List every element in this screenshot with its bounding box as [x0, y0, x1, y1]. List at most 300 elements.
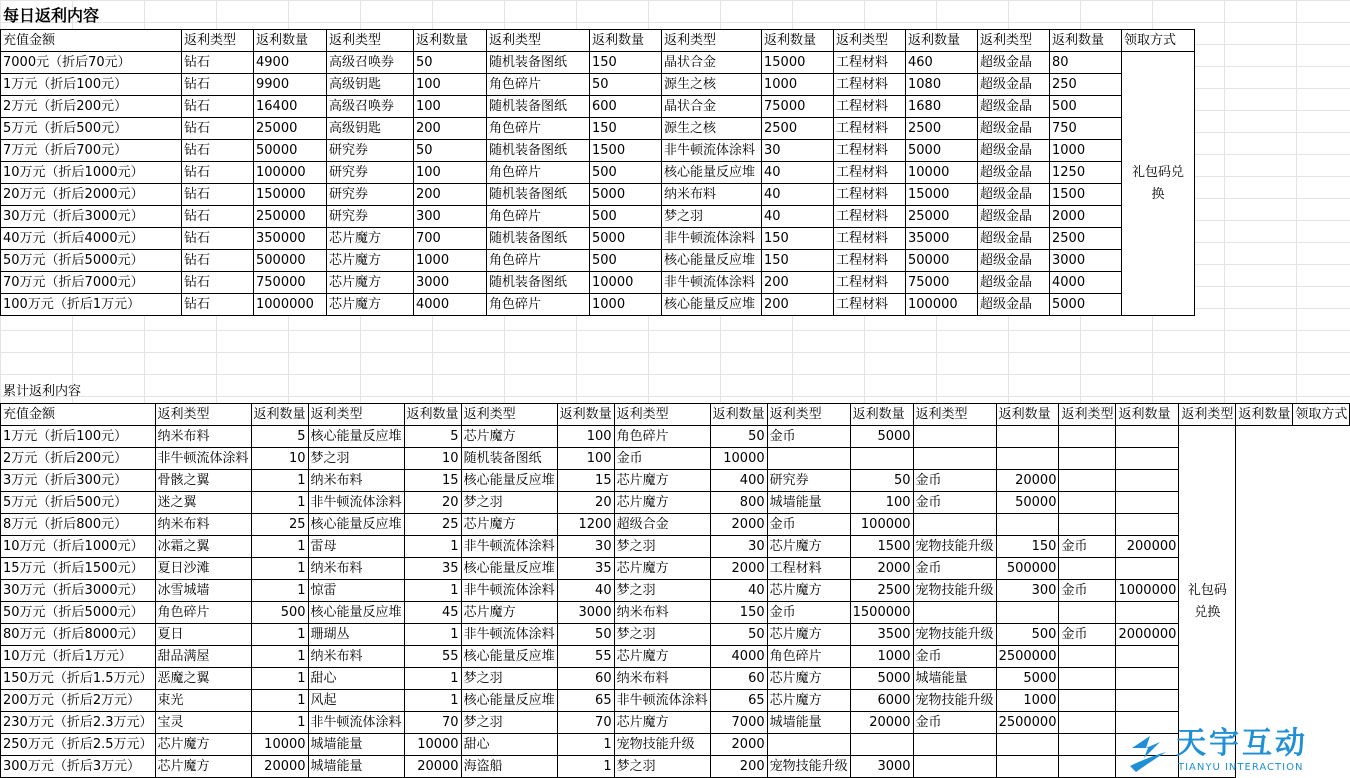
table-cell: 5万元（折后500元）	[1, 492, 156, 514]
table-cell: 5万元（折后500元）	[1, 118, 182, 140]
table-cell: 80万元（折后8000元）	[1, 624, 156, 646]
table-cell: 钻石	[182, 272, 254, 294]
table-cell: 金币	[1059, 624, 1116, 646]
table-cell: 2000	[710, 734, 767, 756]
table-cell: 20000	[850, 712, 913, 734]
table-cell: 工程材料	[834, 272, 906, 294]
column-header: 返利数量	[590, 30, 662, 52]
table-cell: 75000	[762, 96, 834, 118]
table-cell	[996, 448, 1059, 470]
table-cell: 50000	[996, 492, 1059, 514]
table-cell	[996, 602, 1059, 624]
column-header: 领取方式	[1293, 404, 1350, 426]
table-cell: 50	[557, 624, 614, 646]
table-cell: 核心能量反应堆	[308, 426, 404, 448]
table-cell: 200	[414, 118, 487, 140]
table-cell: 梦之羽	[614, 536, 710, 558]
table-cell: 珊瑚丛	[308, 624, 404, 646]
table-cell: 角色碎片	[487, 294, 590, 316]
table-cell: 1	[251, 646, 308, 668]
column-header: 返利类型	[327, 30, 414, 52]
table-cell: 夏日	[155, 624, 251, 646]
table-cell: 100000	[254, 162, 327, 184]
cumulative-rebate-table	[0, 403, 1350, 778]
table-cell: 100	[414, 74, 487, 96]
table-cell: 1万元（折后100元）	[1, 74, 182, 96]
table-cell: 工程材料	[834, 162, 906, 184]
table-cell: 9900	[254, 74, 327, 96]
table-cell	[1059, 492, 1116, 514]
table-cell: 20	[404, 492, 461, 514]
table-cell: 钻石	[182, 96, 254, 118]
table-cell: 1	[251, 580, 308, 602]
table-cell: 65	[557, 690, 614, 712]
column-header: 返利数量	[850, 404, 913, 426]
table-cell	[1059, 646, 1116, 668]
table-cell: 非牛顿流体涂料	[614, 690, 710, 712]
column-header: 返利类型	[182, 30, 254, 52]
table-cell: 2000	[850, 558, 913, 580]
table-cell: 3000	[1050, 250, 1122, 272]
table-cell: 核心能量反应堆	[662, 250, 762, 272]
table-cell: 束光	[155, 690, 251, 712]
table-cell: 50	[850, 470, 913, 492]
table-cell: 100	[557, 426, 614, 448]
table-cell	[1116, 690, 1179, 712]
table-cell: 芯片魔方	[767, 690, 850, 712]
daily-rebate-table	[0, 29, 1195, 316]
table-cell: 1000	[414, 250, 487, 272]
table-cell: 1000	[590, 294, 662, 316]
table-cell: 高级钥匙	[327, 118, 414, 140]
table-cell	[1059, 426, 1116, 448]
table-cell: 3000	[850, 756, 913, 778]
table-cell: 超级金晶	[978, 162, 1050, 184]
table-cell: 芯片魔方	[614, 492, 710, 514]
table-cell: 150	[590, 118, 662, 140]
table-cell: 研究券	[767, 470, 850, 492]
table-cell: 纳米布料	[614, 668, 710, 690]
table-cell: 150万元（折后1.5万元）	[1, 668, 156, 690]
column-header: 返利数量	[251, 404, 308, 426]
table-cell: 7000	[710, 712, 767, 734]
table-cell: 钻石	[182, 294, 254, 316]
table-cell: 钻石	[182, 228, 254, 250]
table-cell: 钻石	[182, 184, 254, 206]
table-cell: 宠物技能升级	[913, 624, 996, 646]
table-cell: 30	[762, 140, 834, 162]
table-cell: 500000	[254, 250, 327, 272]
table-cell: 1500	[1050, 184, 1122, 206]
table-cell: 甜心	[308, 668, 404, 690]
table-cell: 1500	[590, 140, 662, 162]
table-cell: 芯片魔方	[327, 272, 414, 294]
table-cell	[996, 734, 1059, 756]
table-cell	[913, 602, 996, 624]
table-cell: 超级金晶	[978, 228, 1050, 250]
table-cell: 350000	[254, 228, 327, 250]
table-cell: 20000	[251, 756, 308, 778]
column-header: 充值金额	[1, 30, 182, 52]
column-header: 返利类型	[487, 30, 590, 52]
table-cell: 40	[557, 580, 614, 602]
table-cell: 150	[590, 52, 662, 74]
table-cell: 10万元（折后1000元）	[1, 536, 156, 558]
table-cell	[1059, 602, 1116, 624]
table-cell: 纳米布料	[308, 558, 404, 580]
table-cell: 4000	[1050, 272, 1122, 294]
table-cell: 300	[414, 206, 487, 228]
table-cell: 500	[590, 162, 662, 184]
table-cell: 角色碎片	[614, 426, 710, 448]
table-cell: 钻石	[182, 250, 254, 272]
table-cell: 1000	[996, 690, 1059, 712]
table-cell	[1059, 734, 1116, 756]
table-cell: 200	[762, 272, 834, 294]
table-cell: 2000	[710, 558, 767, 580]
table-cell: 200000	[1116, 536, 1179, 558]
table-cell: 芯片魔方	[767, 580, 850, 602]
table-cell: 超级金晶	[978, 96, 1050, 118]
table-row	[1, 492, 1350, 514]
table-cell: 风起	[308, 690, 404, 712]
table-row	[1, 448, 1350, 470]
table-cell: 460	[906, 52, 978, 74]
table-cell: 梦之羽	[461, 492, 557, 514]
table-cell: 250000	[254, 206, 327, 228]
table-cell: 非牛顿流体涂料	[155, 448, 251, 470]
table-row	[1, 668, 1350, 690]
table-cell: 非牛顿流体涂料	[461, 624, 557, 646]
table-row	[1, 272, 1195, 294]
table-cell: 芯片魔方	[614, 470, 710, 492]
table-cell: 核心能量反应堆	[662, 162, 762, 184]
table-cell: 70	[404, 712, 461, 734]
table-cell: 1	[404, 536, 461, 558]
table-row	[1, 74, 1195, 96]
table-cell: 梦之羽	[662, 206, 762, 228]
table-cell: 40万元（折后4000元）	[1, 228, 182, 250]
table-cell	[1116, 470, 1179, 492]
table-row	[1, 140, 1195, 162]
column-header: 返利数量	[254, 30, 327, 52]
table-cell	[1059, 514, 1116, 536]
table-row	[1, 294, 1195, 316]
table-cell: 400	[710, 470, 767, 492]
table-cell: 1	[251, 712, 308, 734]
table-cell	[1116, 668, 1179, 690]
table-cell: 冰霜之翼	[155, 536, 251, 558]
table-cell: 钻石	[182, 206, 254, 228]
column-header: 返利数量	[1116, 404, 1179, 426]
table-cell: 研究券	[327, 184, 414, 206]
table-cell: 芯片魔方	[614, 712, 710, 734]
table-cell: 100000	[906, 294, 978, 316]
table-cell	[1059, 668, 1116, 690]
table-cell: 宠物技能升级	[767, 756, 850, 778]
tianyu-logo	[1126, 728, 1334, 776]
table-cell: 梦之羽	[614, 624, 710, 646]
column-header: 返利数量	[710, 404, 767, 426]
table-cell: 5	[404, 426, 461, 448]
table-cell: 1000	[1050, 140, 1122, 162]
table-row	[1, 52, 1195, 74]
table-cell: 宠物技能升级	[913, 690, 996, 712]
table-cell: 夏日沙滩	[155, 558, 251, 580]
table-cell	[913, 734, 996, 756]
table-cell: 芯片魔方	[327, 250, 414, 272]
table-cell: 高级召唤券	[327, 52, 414, 74]
table-cell: 钻石	[182, 52, 254, 74]
table-cell: 海盗船	[461, 756, 557, 778]
table-cell: 晶状合金	[662, 96, 762, 118]
table-cell: 3000	[557, 602, 614, 624]
column-header: 返利类型	[662, 30, 762, 52]
table-cell: 1	[251, 536, 308, 558]
table-cell: 纳米布料	[155, 426, 251, 448]
table-cell	[913, 426, 996, 448]
table-cell: 角色碎片	[487, 162, 590, 184]
daily-rebate-title: 每日返利内容	[3, 6, 100, 25]
table-cell: 研究券	[327, 162, 414, 184]
table-cell: 超级金晶	[978, 272, 1050, 294]
table-cell	[996, 426, 1059, 448]
table-cell: 核心能量反应堆	[662, 294, 762, 316]
table-cell: 6000	[850, 690, 913, 712]
table-cell: 1000	[850, 646, 913, 668]
table-cell: 甜心	[461, 734, 557, 756]
table-cell: 钻石	[182, 140, 254, 162]
table-cell: 55	[557, 646, 614, 668]
column-header: 返利类型	[614, 404, 710, 426]
table-cell: 纳米布料	[308, 470, 404, 492]
table-cell: 随机装备图纸	[487, 140, 590, 162]
column-header: 返利类型	[767, 404, 850, 426]
table-cell: 纳米布料	[308, 646, 404, 668]
table-cell: 随机装备图纸	[487, 272, 590, 294]
column-header: 返利类型	[1059, 404, 1116, 426]
table-cell: 芯片魔方	[614, 558, 710, 580]
table-cell: 金币	[614, 448, 710, 470]
table-cell	[996, 514, 1059, 536]
column-header: 返利类型	[834, 30, 906, 52]
table-cell: 芯片魔方	[327, 294, 414, 316]
table-cell: 2500	[1050, 228, 1122, 250]
table-cell: 5000	[1050, 294, 1122, 316]
table-cell: 30	[557, 536, 614, 558]
table-cell: 1000	[762, 74, 834, 96]
table-cell: 金币	[913, 470, 996, 492]
table-cell: 500	[1050, 96, 1122, 118]
table-row	[1, 228, 1195, 250]
table-cell	[913, 756, 996, 778]
table-cell: 4000	[710, 646, 767, 668]
table-cell: 金币	[767, 602, 850, 624]
table-cell: 超级合金	[614, 514, 710, 536]
table-cell: 纳米布料	[614, 602, 710, 624]
table-cell: 1	[557, 734, 614, 756]
table-cell: 1	[251, 668, 308, 690]
table-cell: 核心能量反应堆	[461, 470, 557, 492]
table-cell: 20万元（折后2000元）	[1, 184, 182, 206]
column-header: 返利类型	[461, 404, 557, 426]
table-cell: 核心能量反应堆	[461, 558, 557, 580]
table-cell: 金币	[913, 712, 996, 734]
table-cell	[1116, 558, 1179, 580]
table-cell: 1	[251, 690, 308, 712]
table-cell: 500000	[996, 558, 1059, 580]
table-cell: 4000	[414, 294, 487, 316]
table-cell: 30	[710, 536, 767, 558]
table-cell: 50万元（折后5000元）	[1, 602, 156, 624]
table-cell: 晶状合金	[662, 52, 762, 74]
table-cell: 300万元（折后3万元）	[1, 756, 156, 778]
table-cell: 研究券	[327, 206, 414, 228]
table-cell: 150	[762, 250, 834, 272]
table-cell: 非牛顿流体涂料	[308, 712, 404, 734]
column-header: 返利类型	[978, 30, 1050, 52]
table-cell: 80	[1050, 52, 1122, 74]
table-row	[1, 118, 1195, 140]
table-cell: 5000	[996, 668, 1059, 690]
table-cell: 纳米布料	[155, 514, 251, 536]
table-cell: 10万元（折后1000元）	[1, 162, 182, 184]
table-row	[1, 162, 1195, 184]
column-header: 返利数量	[414, 30, 487, 52]
table-cell: 30万元（折后3000元）	[1, 206, 182, 228]
table-cell: 源生之核	[662, 74, 762, 96]
table-cell: 2500000	[996, 646, 1059, 668]
table-cell: 工程材料	[834, 118, 906, 140]
table-cell: 宠物技能升级	[913, 580, 996, 602]
table-cell: 100	[414, 162, 487, 184]
table-cell: 城墙能量	[767, 492, 850, 514]
table-cell: 1500000	[850, 602, 913, 624]
table-cell: 20	[557, 492, 614, 514]
table-cell: 梦之羽	[614, 580, 710, 602]
table-cell: 50	[710, 426, 767, 448]
table-cell: 超级金晶	[978, 140, 1050, 162]
table-cell: 200	[762, 294, 834, 316]
table-cell: 3500	[850, 624, 913, 646]
table-cell: 高级召唤券	[327, 96, 414, 118]
table-cell: 35000	[906, 228, 978, 250]
table-cell: 惊雷	[308, 580, 404, 602]
table-cell: 工程材料	[834, 140, 906, 162]
table-cell: 随机装备图纸	[461, 448, 557, 470]
table-cell: 1680	[906, 96, 978, 118]
table-cell: 10000	[710, 448, 767, 470]
table-cell: 1200	[557, 514, 614, 536]
table-cell: 核心能量反应堆	[308, 602, 404, 624]
table-cell: 40	[710, 580, 767, 602]
table-cell: 25000	[254, 118, 327, 140]
table-row	[1, 624, 1350, 646]
table-cell: 100	[414, 96, 487, 118]
table-cell: 75000	[906, 272, 978, 294]
table-cell: 芯片魔方	[767, 536, 850, 558]
table-cell: 城墙能量	[913, 668, 996, 690]
table-cell: 5000	[906, 140, 978, 162]
table-cell: 15	[557, 470, 614, 492]
table-cell: 芯片魔方	[155, 756, 251, 778]
table-cell: 超级金晶	[978, 118, 1050, 140]
table-cell: 工程材料	[834, 206, 906, 228]
table-cell: 10000	[906, 162, 978, 184]
table-cell: 7000元（折后70元）	[1, 52, 182, 74]
table-cell: 230万元（折后2.3万元）	[1, 712, 156, 734]
table-cell: 芯片魔方	[461, 426, 557, 448]
table-cell: 500	[251, 602, 308, 624]
claim-method-cell: 礼包码兑换	[1122, 52, 1195, 316]
table-cell: 16400	[254, 96, 327, 118]
table-cell: 700	[414, 228, 487, 250]
table-row	[1, 536, 1350, 558]
table-cell: 50000	[254, 140, 327, 162]
table-cell: 1	[404, 668, 461, 690]
table-row	[1, 646, 1350, 668]
table-cell: 城墙能量	[767, 712, 850, 734]
table-cell: 角色碎片	[155, 602, 251, 624]
table-cell: 雷母	[308, 536, 404, 558]
table-cell: 超级金晶	[978, 52, 1050, 74]
header-row	[1, 30, 1195, 52]
table-cell	[1116, 646, 1179, 668]
table-cell: 芯片魔方	[614, 646, 710, 668]
table-cell: 1500	[850, 536, 913, 558]
table-cell: 随机装备图纸	[487, 52, 590, 74]
column-header: 返利数量	[1050, 30, 1122, 52]
table-cell: 2500	[762, 118, 834, 140]
table-row	[1, 558, 1350, 580]
table-cell: 金币	[1059, 580, 1116, 602]
column-header: 充值金额	[1, 404, 156, 426]
table-cell: 10000	[404, 734, 461, 756]
table-cell: 200万元（折后2万元）	[1, 690, 156, 712]
table-cell: 100万元（折后1万元）	[1, 294, 182, 316]
table-cell	[767, 734, 850, 756]
column-header: 返利数量	[906, 30, 978, 52]
table-cell: 梦之羽	[461, 668, 557, 690]
table-cell: 600	[590, 96, 662, 118]
table-cell: 500	[590, 250, 662, 272]
table-cell: 钻石	[182, 118, 254, 140]
table-cell: 10	[404, 448, 461, 470]
table-cell	[1059, 712, 1116, 734]
table-cell: 角色碎片	[487, 118, 590, 140]
table-cell: 1	[404, 624, 461, 646]
table-cell: 工程材料	[767, 558, 850, 580]
table-cell: 5000	[590, 228, 662, 250]
table-cell: 40	[762, 206, 834, 228]
table-cell: 45	[404, 602, 461, 624]
table-cell: 芯片魔方	[767, 624, 850, 646]
table-cell: 非牛顿流体涂料	[662, 272, 762, 294]
table-cell: 2万元（折后200元）	[1, 96, 182, 118]
table-cell: 15000	[762, 52, 834, 74]
table-cell: 宝灵	[155, 712, 251, 734]
table-cell: 40	[762, 184, 834, 206]
table-row	[1, 470, 1350, 492]
table-cell	[996, 756, 1059, 778]
table-cell: 1000000	[1116, 580, 1179, 602]
table-cell: 金币	[913, 558, 996, 580]
table-cell: 芯片魔方	[327, 228, 414, 250]
table-cell: 迷之翼	[155, 492, 251, 514]
table-cell: 超级金晶	[978, 294, 1050, 316]
column-header: 返利数量	[762, 30, 834, 52]
table-cell: 梦之羽	[308, 448, 404, 470]
